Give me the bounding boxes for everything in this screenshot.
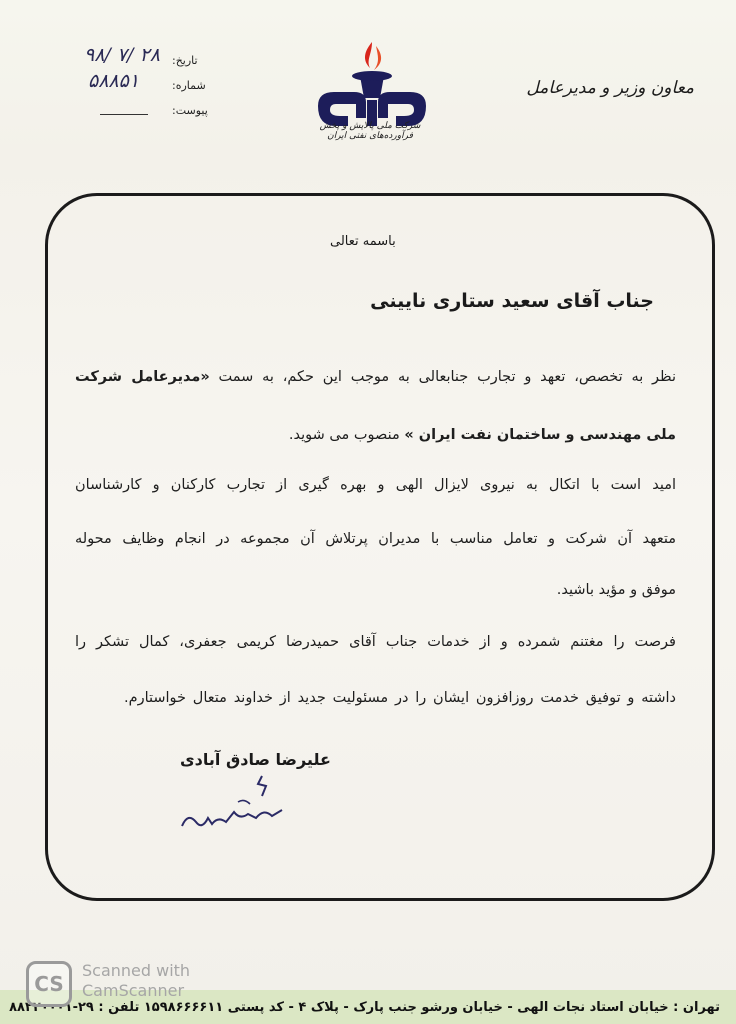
attachment-blank-line: [100, 114, 148, 115]
date-label: تاریخ:: [172, 54, 198, 67]
number-value: ۵۸۸۵۱: [88, 70, 140, 92]
camscanner-logo-icon: CS: [26, 961, 72, 1007]
recipient-name: جناب آقای سعید ستاری نایینی: [370, 290, 654, 312]
footer-address: تهران : خیابان استاد نجات الهی - خیابان ورشو جنب پارک - پلاک ۴ - کد پستی ۱۵۹۸۶۶۶۶۱۱ تلفن : ۲۹-۸۸۲۲۰۰۰۱: [9, 1000, 720, 1015]
number-label: شماره:: [172, 79, 206, 92]
paragraph2-line3: موفق و مؤید باشید.: [556, 582, 676, 598]
handwritten-signature: [178, 772, 288, 834]
bismillah: باسمه تعالی: [330, 234, 396, 249]
paragraph1-line2: [289, 427, 676, 443]
signer-name: علیرضا صادق آبادی: [180, 750, 331, 769]
watermark-line2: CamScanner: [82, 981, 185, 1000]
paragraph1-line1: [75, 369, 676, 385]
p1-line2-text: منصوب می شوید.: [288, 427, 400, 443]
logo-caption: شرکت ملی پالایش و پخش فرآورده‌های نفتی ایران: [319, 121, 421, 141]
p1-line1-text: نظر به تخصص، تعهد و تجارب جنابعالی به موجب این حکم، به سمت: [218, 369, 676, 385]
paragraph2-line2: متعهد آن شرکت و تعامل مناسب با مدیران پرتلاش آن مجموعه در انجام وظایف محوله: [75, 531, 676, 547]
paragraph2-line1: امید است با اتکال به نیروی لایزال الهی و بهره گیری از تجارب کارکنان و کارشناسان: [75, 477, 676, 493]
paragraph3-line1: فرصت را مغتنم شمرده و از خدمات جناب آقای حمیدرضا کریمی جعفری، کمال تشکر را: [75, 634, 676, 650]
attachment-label: پیوست:: [172, 104, 208, 117]
paragraph3-line2: داشته و توفیق خدمت روزافزون ایشان را در مسئولیت جدید از خداوند متعال خواستارم.: [124, 690, 676, 706]
p1-line2-bold: ملی مهندسی و ساختمان نفت ایران »: [404, 427, 676, 443]
date-value: ۹۸/ ۷/ ۲۸: [84, 44, 160, 66]
watermark-line1: Scanned with: [82, 961, 191, 980]
sender-title: معاون وزیر و مدیرعامل: [526, 78, 694, 98]
p1-line1-bold: «مدیرعامل شرکت: [75, 369, 210, 385]
